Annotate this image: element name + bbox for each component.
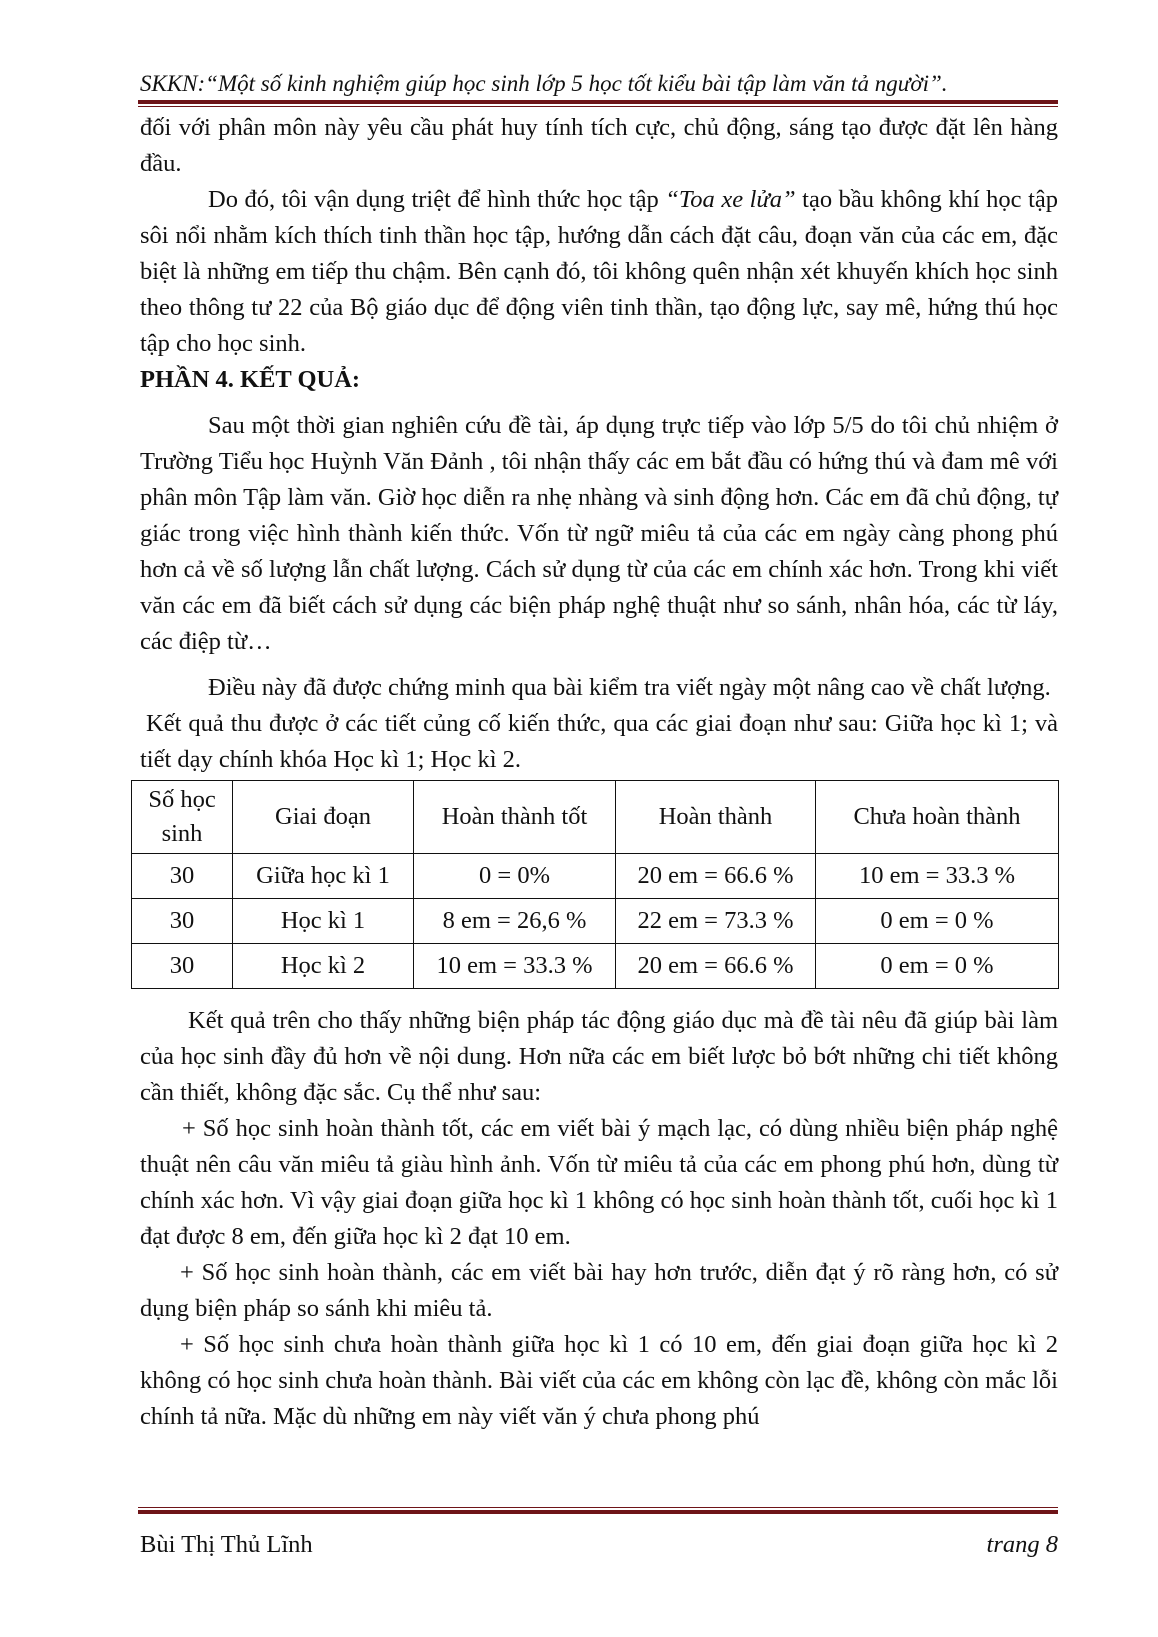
section-heading: PHẦN 4. KẾT QUẢ:	[140, 366, 361, 393]
table-cell: 10 em = 33.3 %	[414, 944, 616, 989]
table-cell: Học kì 2	[233, 944, 414, 989]
table-cell: Học kì 1	[233, 899, 414, 944]
paragraph-results-intro: Sau một thời gian nghiên cứu đề tài, áp dụng trực tiếp vào lớp 5/5 do tôi chủ nhiệm ở Trường Tiểu học Huỳnh Văn Đảnh , tôi nhận thấy các em bắt đầu có hứng thú và đam mê với phân môn Tập làm văn. Giờ học diễn ra nhẹ nhàng và sinh động hơn. Các em đã chủ động, tự giác trong việc hình thành kiến thức. Vốn từ ngữ miêu tả của các em ngày càng phong phú hơn cả về số lượng lẫn chất lượng. Cách sử dụng từ của các em chính xác hơn. Trong khi viết văn các em đã biết cách sử dụng các biện pháp nghệ thuật như so sánh, nhân hóa, các từ láy, các điệp từ…	[140, 412, 1058, 655]
col-header-stage: Giai đoạn	[233, 781, 414, 854]
table-cell: 0 = 0%	[414, 854, 616, 899]
running-header: SKKN:“Một số kinh nghiệm giúp học sinh lớp 5 học tốt kiểu bài tập làm văn tả người”.	[140, 71, 948, 96]
method-name: “Toa xe lửa”	[665, 186, 796, 213]
table-cell: 0 em = 0 %	[816, 944, 1059, 989]
table-cell: 20 em = 66.6 %	[616, 944, 816, 989]
table-row	[132, 854, 1059, 899]
paragraph-results-stages: Kết quả thu được ở các tiết củng cố kiến thức, qua các giai đoạn như sau: Giữa học kì 1; và tiết dạy chính khóa Học kì 1; Học kì 2.	[140, 710, 1058, 773]
col-header-complete: Hoàn thành	[616, 781, 816, 854]
paragraph-analysis: Kết quả trên cho thấy những biện pháp tác động giáo dục mà đề tài nêu đã giúp bài làm của học sinh đầy đủ hơn về nội dung. Hơn nữa các em biết lược bỏ bớt những chi tiết không cần thiết, không đặc sắc. Cụ thể như sau:	[140, 1007, 1058, 1106]
table-cell: 10 em = 33.3 %	[816, 854, 1059, 899]
table-cell: 20 em = 66.6 %	[616, 854, 816, 899]
bullet-excellent: + Số học sinh hoàn thành tốt, các em viết bài ý mạch lạc, có dùng nhiều biện pháp nghệ thuật nên câu văn miêu tả giàu hình ảnh. Vốn từ miêu tả của các em phong phú hơn, dùng từ chính xác hơn. Vì vậy giai đoạn giữa học kì 1 không có học sinh hoàn thành tốt, cuối học kì 1 đạt được 8 em, đến giữa học kì 2 đạt 10 em.	[140, 1115, 1058, 1250]
results-table	[131, 780, 1059, 989]
paragraph-continuation: đối với phân môn này yêu cầu phát huy tính tích cực, chủ động, sáng tạo được đặt lên hàng đầu.	[140, 114, 1058, 177]
paragraph-method: Do đó, tôi vận dụng triệt để hình thức học tập “Toa xe lửa” tạo bầu không khí học tập sôi nổi nhằm kích thích tinh thần học tập, hướng dẫn cách đặt câu, đoạn văn của các em, đặc biệt là những em tiếp thu chậm. Bên cạnh đó, tôi không quên nhận xét khuyến khích học sinh theo thông tư 22 của Bộ giáo dục để động viên tinh thần, tạo động lực, say mê, hứng thú học tập cho học sinh.	[140, 186, 1059, 357]
table-cell: 8 em = 26,6 %	[414, 899, 616, 944]
page-number: trang 8	[986, 1531, 1058, 1558]
table-cell: 22 em = 73.3 %	[616, 899, 816, 944]
table-cell: 30	[132, 944, 233, 989]
table-row	[132, 899, 1059, 944]
table-header-row	[132, 781, 1059, 854]
footer-author: Bùi Thị Thủ Lĩnh	[140, 1531, 313, 1558]
col-header-incomplete: Chưa hoàn thành	[816, 781, 1059, 854]
col-header-students: Số học sinh	[132, 781, 233, 854]
table-row	[132, 944, 1059, 989]
col-header-excellent: Hoàn thành tốt	[414, 781, 616, 854]
page-body	[140, 110, 1058, 1435]
paragraph-proof: Điều này đã được chứng minh qua bài kiểm tra viết ngày một nâng cao về chất lượng.	[208, 674, 1051, 701]
bullet-incomplete: + Số học sinh chưa hoàn thành giữa học kì 1 có 10 em, đến giai đoạn giữa học kì 2 không có học sinh chưa hoàn thành. Bài viết của các em không còn lạc đề, không còn mắc lỗi chính tả nữa. Mặc dù những em này viết văn ý chưa phong phú	[140, 1331, 1058, 1430]
table-cell: 30	[132, 899, 233, 944]
table-cell: 0 em = 0 %	[816, 899, 1059, 944]
table-cell: 30	[132, 854, 233, 899]
footer-rule	[138, 1507, 1058, 1514]
bullet-complete: + Số học sinh hoàn thành, các em viết bài hay hơn trước, diễn đạt ý rõ ràng hơn, có sử dụng biện pháp so sánh khi miêu tả.	[140, 1259, 1058, 1322]
header-rule	[138, 100, 1058, 107]
table-cell: Giữa học kì 1	[233, 854, 414, 899]
